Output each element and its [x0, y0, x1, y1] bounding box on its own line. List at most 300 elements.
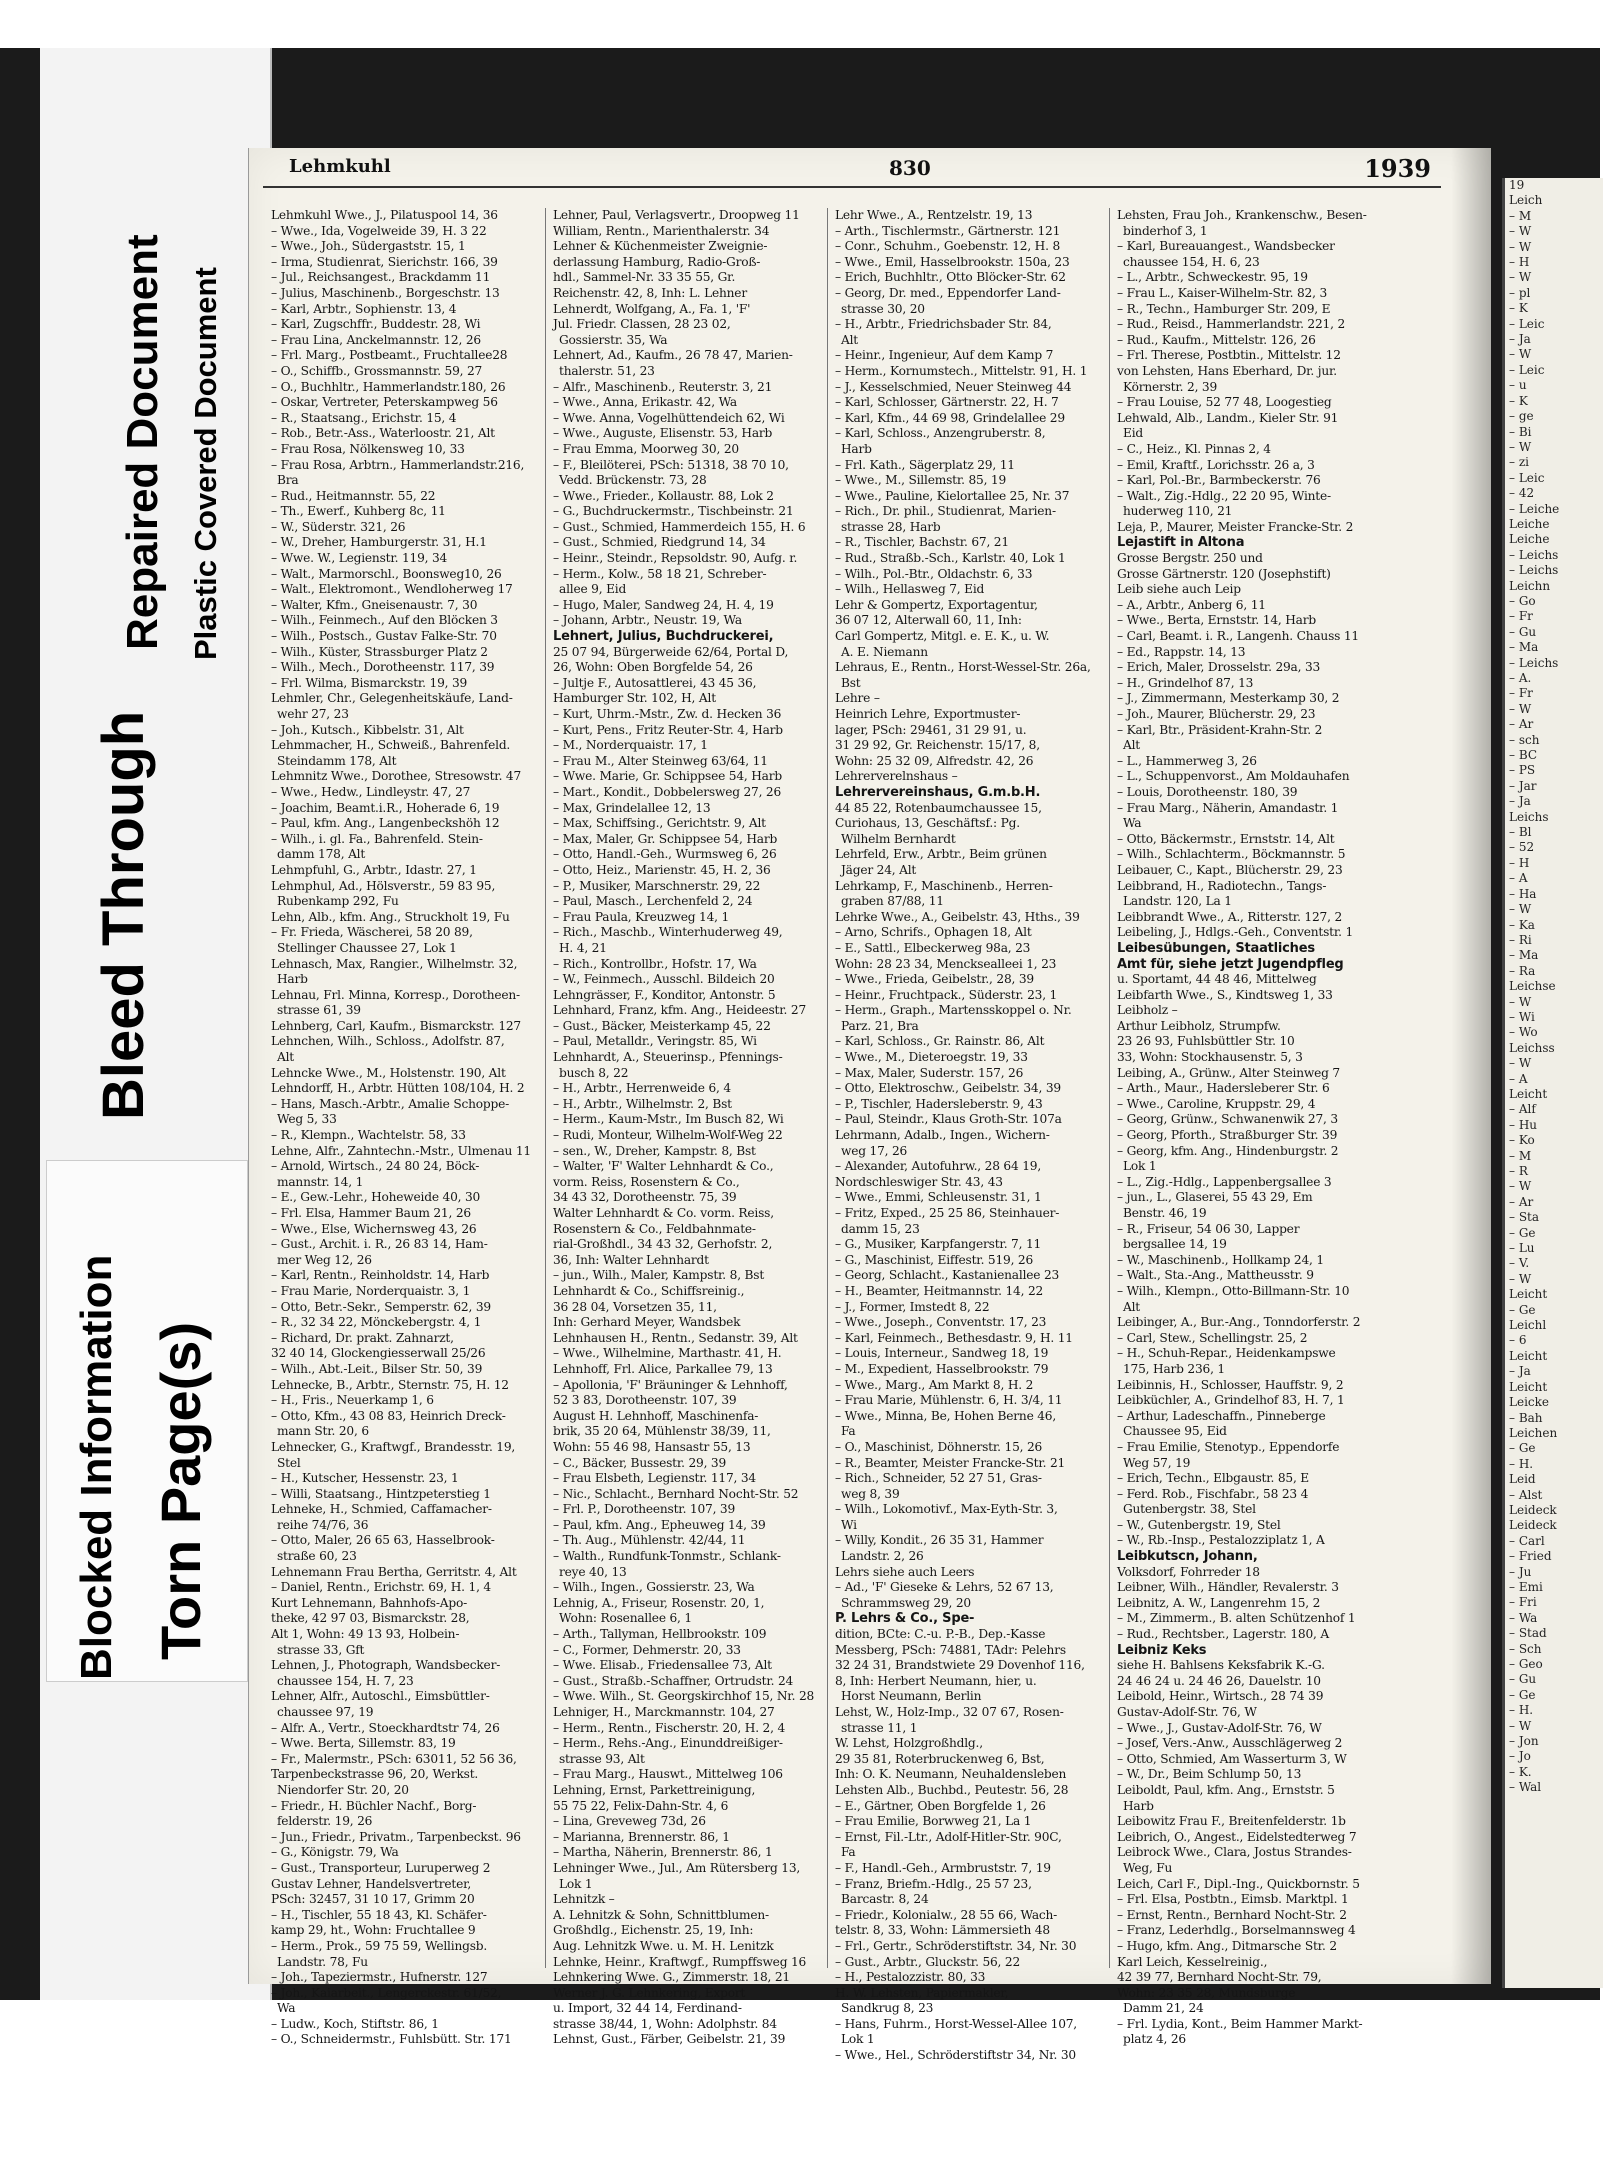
directory-entry: 23 26 93, Fuhlsbüttler Str. 10: [1117, 1034, 1295, 1049]
adjacent-page-fragment: – zi: [1509, 455, 1529, 470]
adjacent-page-fragment: – W: [1509, 1056, 1532, 1071]
directory-entry: Lehnhardt & Co., Schiffsreinig.,: [553, 1283, 745, 1298]
directory-entry: 8, Inh: Herbert Neumann, hier, u.: [835, 1673, 1037, 1688]
directory-entry: Lehninger Wwe., Jul., Am Rütersberg 13,: [553, 1860, 801, 1875]
adjacent-page-fragment: – W: [1509, 439, 1532, 454]
directory-entry: – Wilh., i. gl. Fa., Bahrenfeld. Stein-: [271, 831, 483, 846]
directory-entry: – Ed., Rappstr. 14, 13: [1117, 644, 1246, 659]
directory-entry: Leibküchler, A., Grindelhof 83, H. 7, 1: [1117, 1393, 1345, 1408]
directory-entry: – Rud., Straßb.-Sch., Karlstr. 40, Lok 1: [835, 551, 1066, 566]
directory-entry: – Wwe., Auguste, Elisenstr. 53, Harb: [553, 426, 773, 441]
directory-entry: – Walt., Elektromont., Wendloherweg 17: [271, 582, 513, 597]
directory-entry: Lehner, Paul, Verlagsvertr., Droopweg 11: [553, 208, 800, 222]
directory-entry: – Wwe. Elisab., Friedensallee 73, Alt: [553, 1658, 772, 1673]
directory-entry: Alt: [277, 1050, 294, 1065]
directory-entry: – Otto, Elektroschw., Geibelstr. 34, 39: [835, 1081, 1061, 1096]
directory-entry: Hamburger Str. 102, H, Alt: [553, 691, 716, 706]
directory-entry: Leibner, Wilh., Händler, Revalerstr. 3: [1117, 1580, 1339, 1595]
torn-pages-label: Torn Page(s): [149, 1321, 212, 1660]
adjacent-page-fragment: – pl: [1509, 285, 1531, 300]
adjacent-page-fragment: Leiche: [1509, 532, 1550, 547]
directory-entry: – Oskar, Vertreter, Peterskampweg 56: [271, 395, 498, 410]
directory-entry: strasse 61, 39: [277, 1003, 361, 1018]
directory-entry: – Walt., Sta.-Ang., Mattheusstr. 9: [1117, 1268, 1314, 1283]
directory-entry: – Wilh., Lokomotivf., Max-Eyth-Str. 3,: [835, 1502, 1058, 1517]
directory-entry: – H., Arbtr., Wilhelmstr. 2, Bst: [553, 1096, 732, 1111]
directory-entry: Harb: [277, 972, 308, 987]
directory-entry: – Franz, Lederhdlg., Borselmannsweg 4: [1117, 1923, 1356, 1938]
directory-entry: – Frl. Therese, Postbtin., Mittelstr. 12: [1117, 348, 1341, 363]
page-number: 830: [889, 156, 931, 180]
directory-entry: – Otto, Schmied, Am Wasserturm 3, W: [1117, 1751, 1347, 1766]
directory-entry: – jun., L., Glaserei, 55 43 29, Em: [1117, 1190, 1313, 1205]
column-divider: [827, 208, 828, 1968]
directory-entry: – Frau Marie, Mühlenstr. 6, H. 3/4, 11: [835, 1393, 1063, 1408]
directory-entry: – H., Pestalozzistr. 80, 33: [835, 1970, 986, 1985]
adjacent-page-fragment: – H: [1509, 855, 1530, 870]
directory-entry: – Jultje F., Autosattlerei, 43 45 36,: [553, 675, 757, 690]
adjacent-page-fragment: – 6: [1509, 1333, 1527, 1348]
directory-entry: P. Lehrs & Co., Spe-: [835, 1611, 975, 1627]
directory-entry: Wohn: 55 46 98, Hansastr 55, 13: [553, 1439, 751, 1454]
directory-entry: Wohn: 23 35 28, Mundsburge: [1117, 1985, 1296, 2000]
directory-entry: – J., Kesselschmied, Neuer Steinweg 44: [835, 379, 1072, 394]
directory-entry: – R., Techn., Hamburger Str. 209, E: [1117, 301, 1331, 316]
directory-entry: Lehmler, Chr., Gelegenheitskäufe, Land-: [271, 691, 513, 706]
directory-entry: – R., 32 34 22, Mönckebergstr. 4, 1: [271, 1315, 482, 1330]
directory-entry: – Herm., Kolw., 58 18 21, Schreber-: [553, 566, 767, 581]
directory-entry: – Frl., Gertr., Schröderstiftstr. 34, Nr. 30: [835, 1938, 1077, 1953]
directory-entry: Lehner, Alfr., Autoschl., Eimsbüttler-: [271, 1689, 490, 1704]
directory-entry: – Georg, kfm. Ang., Hindenburgstr. 2: [1117, 1143, 1339, 1158]
directory-entry: busch 8, 22: [559, 1065, 629, 1080]
directory-entry: strasse 93, Alt: [559, 1751, 645, 1766]
directory-entry: von Lehsten, Hans Eberhard, Dr. jur.: [1117, 363, 1337, 378]
directory-entry: Alt: [841, 332, 858, 347]
directory-entry: – Friedr., H. Büchler Nachf., Borg-: [271, 1798, 477, 1813]
adjacent-page-fragment: – V.: [1509, 1256, 1530, 1271]
directory-entry: Eid: [1123, 426, 1143, 441]
directory-entry: platz 4, 26: [1123, 2032, 1186, 2047]
directory-entry: graben 87/88, 11: [841, 894, 944, 909]
directory-entry: – Heinr., Steindr., Repsoldstr. 90, Aufg. r.: [553, 551, 798, 566]
directory-entry: Tarpenbeckstrasse 96, 20, Werkst.: [271, 1767, 479, 1782]
adjacent-page-fragment: Leicht: [1509, 1348, 1548, 1363]
directory-entry: August H. Lehnhoff, Maschinenfa-: [553, 1408, 759, 1423]
adjacent-page-fragment: – Bah: [1509, 1410, 1543, 1425]
directory-entry: – O., Buchhltr., Hammerlandstr.180, 26: [271, 379, 506, 394]
adjacent-page-fragment: – Alst: [1509, 1487, 1543, 1502]
directory-entry: – Paul, kfm. Ang., Epheuweg 14, 39: [553, 1517, 766, 1532]
directory-entry: – Wilh., Klempn., Otto-Billmann-Str. 10: [1117, 1283, 1350, 1298]
directory-entry: – Georg, Dr. med., Eppendorfer Land-: [835, 285, 1061, 300]
directory-entry: Lehning, Ernst, Parkettreinigung,: [553, 1782, 756, 1797]
directory-entry: 36 07 12, Alterwall 60, 11, Inh:: [835, 613, 1022, 628]
directory-entry: vorm. Reiss, Rosenstern & Co.,: [553, 1174, 740, 1189]
adjacent-page-fragment: – Leic: [1509, 316, 1545, 331]
directory-entry: Leibrock Wwe., Clara, Jostus Strandes-: [1117, 1845, 1352, 1860]
directory-entry: – L., Arbtr., Schweckestr. 95, 19: [1117, 270, 1308, 285]
directory-entry: 33, Wohn: Stockhausenstr. 5, 3: [1117, 1050, 1303, 1065]
directory-entry: Lehnecke, B., Arbtr., Sternstr. 75, H. 12: [271, 1377, 509, 1392]
directory-entry: – Wilh., Mech., Dorotheenstr. 117, 39: [271, 660, 495, 675]
directory-entry: Leibold, Heinr., Wirtsch., 28 74 39: [1117, 1689, 1324, 1704]
directory-entry: – Rob., Betr.-Ass., Waterloostr. 21, Alt: [271, 426, 495, 441]
directory-entry: Barcastr. 8, 24: [841, 1892, 929, 1907]
header-rule: [263, 186, 1441, 188]
directory-entry: – Frau Marg., Hauswt., Mittelweg 106: [553, 1767, 783, 1782]
directory-entry: Lehnberg, Carl, Kaufm., Bismarckstr. 127: [271, 1018, 521, 1033]
directory-entry: – Irma, Studienrat, Sierichstr. 166, 39: [271, 254, 498, 269]
directory-entry: – C., Bäcker, Bussestr. 29, 39: [553, 1455, 727, 1470]
directory-entry: Weg 5, 33: [277, 1112, 337, 1127]
directory-entry: Lehnasch, Max, Rangier., Wilhelmstr. 32,: [271, 956, 518, 971]
adjacent-page-fragment: – Wa: [1509, 1610, 1538, 1625]
directory-entry: – Fr., Malermstr., PSch: 63011, 52 56 36,: [271, 1751, 517, 1766]
directory-entry: – Hugo, Maler, Sandweg 24, H. 4, 19: [553, 597, 774, 612]
adjacent-page-fragment: – Ma: [1509, 640, 1539, 655]
adjacent-page-fragment: – Wi: [1509, 1009, 1535, 1024]
directory-entry: Lehrs siehe auch Leers: [835, 1564, 975, 1579]
adjacent-page-fragment: – W: [1509, 1179, 1532, 1194]
directory-entry: Reichenstr. 42, 8, Inh: L. Lehner: [553, 285, 747, 300]
adjacent-page-fragment: – A: [1509, 1071, 1528, 1086]
directory-entry: – Frau L., Kaiser-Wilhelm-Str. 82, 3: [1117, 285, 1328, 300]
directory-entry: Lejastift in Altona: [1117, 535, 1245, 551]
directory-entry: Landstr. 78, Fu: [277, 1954, 368, 1969]
directory-entry: reihe 74/76, 36: [277, 1517, 369, 1532]
directory-entry: – Arth., Tischlermstr., Gärtnerstr. 121: [835, 223, 1061, 238]
directory-entry: – Erich, Maler, Drosselstr. 29a, 33: [1117, 660, 1321, 675]
directory-entry: – Otto, Heiz., Marienstr. 45, H. 2, 36: [553, 862, 771, 877]
directory-entry: Lehnert, Julius, Buchdruckerei,: [553, 629, 774, 645]
directory-entry: – Wilh., Pol.-Btr., Oldachstr. 6, 33: [835, 566, 1033, 581]
directory-entry: Lehne, Alfr., Zahntechn.-Mstr., Ulmenau 11: [271, 1143, 531, 1158]
directory-entry: – Gust., Straßb.-Schaffner, Ortrudstr. 24: [553, 1673, 794, 1688]
directory-entry: Alt: [1123, 738, 1140, 753]
adjacent-page-fragment: – K: [1509, 301, 1528, 316]
directory-entry: rial-Großhdl., 34 43 32, Gerhofstr. 2,: [553, 1237, 773, 1252]
adjacent-page-fragment: – Ge: [1509, 1687, 1536, 1702]
directory-entry: Messberg, PSch: 74881, TAdr: Pelehrs: [835, 1642, 1066, 1657]
directory-entry: Heinrich Lehre, Exportmuster-: [835, 707, 1021, 721]
directory-entry: Rosenstern & Co., Feldbahnmate-: [553, 1221, 756, 1236]
directory-entry: Bst: [841, 675, 861, 690]
directory-entry: Lehr Wwe., A., Rentzelstr. 19, 13: [835, 208, 1033, 222]
directory-entry: – Lina, Greveweg 73d, 26: [553, 1814, 706, 1829]
adjacent-page-fragment: – Ar: [1509, 1194, 1534, 1209]
directory-entry: H. 4, 21: [559, 940, 607, 955]
directory-entry: – M., Expedient, Hasselbrookstr. 79: [835, 1361, 1049, 1376]
directory-entry: Landstr. 120, La 1: [1123, 894, 1232, 909]
directory-entry: – Gust., Arbtr., Gluckstr. 56, 22: [835, 1954, 1021, 1969]
directory-entry: Lehmnitz Wwe., Dorothee, Stresowstr. 47: [271, 769, 522, 784]
directory-entry: – L., Schuppenvorst., Am Moldauhafen: [1117, 769, 1350, 784]
directory-entry: damm 15, 23: [841, 1221, 920, 1236]
directory-entry: – Karl, Zugschffr., Buddestr. 28, Wi: [271, 317, 481, 332]
adjacent-page-fragment: – Alf: [1509, 1102, 1536, 1117]
directory-entry: Leibfarth Wwe., S., Kindtsweg 1, 33: [1117, 987, 1333, 1002]
directory-entry: – Apollonia, 'F' Bräuninger & Lehnhoff,: [553, 1377, 788, 1392]
directory-entry: strasse 33, Gft: [277, 1642, 365, 1657]
directory-entry: Lehnchen, Wilh., Schloss., Adolfstr. 87,: [271, 1034, 505, 1049]
directory-entry: chaussee 97, 19: [277, 1705, 374, 1719]
directory-entry: – Richard, Dr. prakt. Zahnarzt,: [271, 1330, 454, 1345]
directory-entry: 25 07 94, Bürgerweide 62/64, Portal D,: [553, 644, 789, 659]
directory-entry: – Jul., Reichsangest., Brackdamm 11: [271, 270, 491, 285]
directory-entry: – Wilh., Ingen., Gossierstr. 23, Wa: [553, 1580, 755, 1595]
adjacent-page-fragment: – W: [1509, 1718, 1532, 1733]
directory-entry: Lehner & Küchenmeister Zweignie-: [553, 239, 768, 254]
adjacent-page-fragment: Leichss: [1509, 1040, 1555, 1055]
directory-entry: Leibowitz Frau F., Breitenfelderstr. 1b: [1117, 1814, 1346, 1829]
directory-entry: – Frau Paula, Kreuzweg 14, 1: [553, 909, 730, 924]
adjacent-page-fragment: Leideck: [1509, 1518, 1557, 1533]
directory-entry: 36, Inh: Walter Lehnhardt: [553, 1252, 709, 1267]
directory-entry: Wa: [1123, 816, 1142, 831]
directory-entry: – Wwe. Anna, Vogelhüttendeich 62, Wi: [553, 410, 785, 425]
directory-entry: – P., Musiker, Marschnerstr. 29, 22: [553, 878, 761, 893]
directory-entry: Harb: [1123, 1798, 1154, 1813]
directory-entry: – Ludw., Koch, Stiftstr. 86, 1: [271, 2016, 439, 2031]
directory-entry: Sandkrug 8, 23: [841, 2001, 934, 2016]
page-gutter-shadow: [1451, 148, 1491, 1984]
directory-entry: – Rich., Maschb., Winterhuderweg 49,: [553, 925, 783, 940]
directory-entry: Alt 1, Wohn: 49 13 93, Holbein-: [271, 1627, 460, 1642]
directory-entry: strasse 28, Harb: [841, 519, 941, 534]
directory-entry: – Karl, Schloss., Anzengruberstr. 8,: [835, 426, 1046, 441]
directory-entry: Weg, Fu: [1123, 1860, 1173, 1875]
adjacent-page-fragment: – W: [1509, 1271, 1532, 1286]
directory-entry: – Georg, Pforth., Straßburger Str. 39: [1117, 1128, 1338, 1143]
adjacent-page-edge: [1502, 178, 1603, 1988]
directory-entry: – Alfr. A., Vertr., Stoeckhardtstr 74, 26: [271, 1720, 500, 1735]
adjacent-page-fragment: Leiche: [1509, 516, 1550, 531]
adjacent-page-fragment: – Go: [1509, 593, 1536, 608]
directory-entry: Aug. Lehnitzk Wwe. u. M. H. Lenitzk: [553, 1938, 774, 1953]
directory-entry: Leibbrand, H., Radiotechn., Tangs-: [1117, 878, 1327, 893]
directory-entry: Chaussee 95, Eid: [1123, 1424, 1227, 1439]
directory-entry: – Herm., Rentn., Fischerstr. 20, H. 2, 4: [553, 1720, 786, 1735]
directory-entry: 29 35 81, Roterbruckenweg 6, Bst,: [835, 1751, 1045, 1766]
adjacent-page-fragment: – Ge: [1509, 1225, 1536, 1240]
directory-entry: Lehnert, Ad., Kaufm., 26 78 47, Marien-: [553, 348, 793, 363]
adjacent-page-fragment: – Sta: [1509, 1210, 1540, 1225]
directory-column-2: [553, 208, 815, 2047]
adjacent-page-fragment: – BC: [1509, 748, 1538, 763]
directory-entry: A. Lehnitzk & Sohn, Schnittblumen-: [553, 1907, 769, 1922]
directory-entry: – Max, Maler, Gr. Schippsee 54, Harb: [553, 831, 778, 846]
directory-entry: Steindamm 178, Alt: [277, 753, 397, 768]
directory-entry: 52 3 83, Dorotheenstr. 107, 39: [553, 1393, 737, 1408]
directory-entry: – G., Musiker, Karpfangerstr. 7, 11: [835, 1237, 1042, 1252]
directory-entry: Horst Neumann, Berlin: [841, 1689, 982, 1704]
adjacent-page-fragment: – A: [1509, 871, 1528, 886]
directory-entry: Lehnen, J., Photograph, Wandsbecker-: [271, 1658, 501, 1673]
directory-entry: – G., Buchdruckermstr., Tischbeinstr. 21: [553, 504, 794, 519]
directory-entry: – Joh., Maurer, Blücherstr. 29, 23: [1117, 707, 1316, 721]
directory-entry: – H., Arbtr., Friedrichsbader Str. 84,: [835, 317, 1052, 332]
adjacent-page-fragment: – Jo: [1509, 1749, 1531, 1764]
directory-entry: – Wwe., Hedw., Lindleystr. 47, 27: [271, 784, 471, 799]
directory-entry: – Rud., Heitmannstr. 55, 22: [271, 488, 436, 503]
adjacent-page-fragment: – Leichs: [1509, 547, 1559, 562]
directory-entry: – Georg, Schlacht., Kastanienallee 23: [835, 1268, 1060, 1283]
directory-entry: – Marianna, Brennerstr. 86, 1: [553, 1829, 730, 1844]
directory-entry: Lehrkamp, F., Maschinenb., Herren-: [835, 878, 1053, 893]
column-divider: [545, 208, 546, 1968]
adjacent-page-fragment: – R: [1509, 1164, 1528, 1178]
directory-entry: reye 40, 13: [559, 1564, 627, 1579]
directory-entry: – Herm., Kornumstech., Mittelstr. 91, H. 1: [835, 363, 1088, 378]
directory-entry: – Karl, Arbtr., Sophienstr. 13, 4: [271, 301, 457, 316]
directory-entry: – F., Bleilöterei, PSch: 51318, 38 70 10,: [553, 457, 789, 472]
directory-entry: – Karl, Bureauangest., Wandsbecker: [1117, 239, 1335, 254]
directory-entry: – H., Fris., Neuerkamp 1, 6: [271, 1393, 434, 1408]
adjacent-page-fragment: – Leic: [1509, 470, 1545, 485]
directory-entry: Walter Lehnhardt & Co. vorm. Reiss,: [553, 1206, 774, 1220]
directory-entry: Inh: Gerhard Meyer, Wandsbek: [553, 1315, 741, 1330]
directory-entry: – Johann, Arbtr., Neustr. 19, Wa: [553, 613, 742, 628]
adjacent-page-fragment: 19: [1509, 178, 1525, 192]
directory-entry: Grosse Gärtnerstr. 120 (Josephstift): [1117, 566, 1331, 581]
directory-entry: – Kurt, Pens., Fritz Reuter-Str. 4, Harb: [553, 722, 783, 737]
directory-entry: siehe H. Bahlsens Keksfabrik K.-G.: [1117, 1658, 1325, 1673]
directory-entry: – sen., W., Dreher, Kampstr. 8, Bst: [553, 1143, 756, 1158]
directory-entry: chaussee 154, H. 6, 23: [1123, 254, 1260, 269]
directory-entry: – Gust., Archit. i. R., 26 83 14, Ham-: [271, 1237, 488, 1252]
directory-entry: – Rudi, Monteur, Wilhelm-Wolf-Weg 22: [553, 1128, 783, 1143]
directory-entry: Lehrmann, Adalb., Ingen., Wichern-: [835, 1128, 1050, 1143]
adjacent-page-fragment: – Carl: [1509, 1533, 1545, 1548]
adjacent-page-fragment: – 52: [1509, 840, 1535, 855]
directory-entry: – A., Arbtr., Anberg 6, 11: [1117, 597, 1266, 612]
directory-entry: – Frau M., Alter Steinweg 63/64, 11: [553, 753, 768, 768]
adjacent-page-fragment: – Ge: [1509, 1302, 1536, 1317]
directory-entry: Leibesübungen, Staatliches: [1117, 940, 1315, 956]
directory-entry: Lehmphul, Ad., Hölsverstr., 59 83 95,: [271, 878, 496, 893]
directory-entry: – Frau Louise, 52 77 48, Loogestieg: [1117, 395, 1332, 410]
directory-entry: – Heinr., Fruchtpack., Süderstr. 23, 1: [835, 987, 1058, 1002]
directory-entry: – Th. Aug., Mühlenstr. 42/44, 11: [553, 1533, 746, 1548]
directory-entry: Landstr. 2, 26: [841, 1549, 924, 1564]
directory-entry: – J., Zimmermann, Mesterkamp 30, 2: [1117, 691, 1340, 706]
directory-entry: – Willi, Staatsang., Hintzpeterstieg 1: [271, 1486, 491, 1501]
directory-entry: – Arthur, Ladeschaffn., Pinneberge: [1117, 1408, 1326, 1423]
directory-entry: wehr 27, 23: [277, 707, 349, 721]
directory-entry: – jun., Wilh., Maler, Kampstr. 8, Bst: [553, 1268, 765, 1283]
directory-entry: Stel: [277, 1455, 301, 1470]
adjacent-page-fragment: – W: [1509, 270, 1532, 285]
directory-entry: – R., Friseur, 54 06 30, Lapper: [1117, 1221, 1300, 1236]
directory-entry: – H., Arbtr., Herrenweide 6, 4: [553, 1081, 731, 1096]
directory-entry: – L., Zig.-Hdlg., Lappenbergsallee 3: [1117, 1174, 1332, 1189]
directory-entry: Gustav-Adolf-Str. 76, W: [1117, 1705, 1257, 1719]
adjacent-page-fragment: – Lu: [1509, 1241, 1535, 1256]
directory-entry: – Karl, Schloss., Gr. Rainstr. 86, Alt: [835, 1034, 1045, 1049]
directory-entry: – Joh., Tapeziermstr., Hufnerstr. 127: [271, 1970, 488, 1985]
directory-entry: Niendorfer Str. 20, 20: [277, 1782, 409, 1797]
adjacent-page-fragment: – Fried: [1509, 1549, 1552, 1564]
directory-entry: A. E. Niemann: [841, 644, 928, 659]
directory-entry: dition, BCte: C.-u. P.-B., Dep.-Kasse: [835, 1627, 1046, 1642]
directory-entry: Jäger 24, Alt: [841, 862, 917, 877]
directory-entry: – Frau Rosa, Nölkensweg 10, 33: [271, 441, 465, 456]
directory-entry: – Joh., Kutsch., Kibbelstr. 31, Alt: [271, 722, 464, 737]
adjacent-page-fragment: – Leiche: [1509, 501, 1560, 516]
directory-entry: Leibinger, A., Bur.-Ang., Tonndorferstr. 2: [1117, 1315, 1361, 1330]
directory-entry: 32 24 31, Brandstwiete 29 Dovenhof 116,: [835, 1658, 1085, 1673]
directory-entry: – Arth., Tallyman, Hellbrookstr. 109: [553, 1627, 767, 1642]
directory-entry: Gustav Lehner, Handelsvertreter,: [271, 1876, 472, 1891]
directory-entry: Lehnau, Frl. Minna, Korresp., Dorotheen-: [271, 987, 520, 1002]
directory-entry: – Gust., Schmied, Hammerdeich 155, H. 6: [553, 519, 806, 534]
directory-entry: – Wwe., Marg., Am Markt 8, H. 2: [835, 1377, 1034, 1392]
bleed-through-label: Bleed Through: [91, 710, 156, 1120]
directory-entry: – Heinr., Ingenieur, Auf dem Kamp 7: [835, 348, 1054, 363]
directory-entry: – H., Tischler, 55 18 43, Kl. Schäfer-: [271, 1907, 487, 1922]
directory-entry: – G., Maschinist, Eiffestr. 519, 26: [835, 1252, 1034, 1267]
adjacent-page-fragment: Leichs: [1509, 809, 1549, 824]
directory-entry: – Fr. Frieda, Wäscherei, 58 20 89,: [271, 925, 473, 940]
directory-entry: kamp 29, ht., Wohn: Fruchtallee 9: [271, 1923, 476, 1938]
directory-entry: u. Sportamt, 44 48 46, Mittelweg: [1117, 972, 1317, 987]
directory-entry: Leibeling, J., Hdlgs.-Geh., Conventstr. 1: [1117, 925, 1354, 940]
directory-column-4: [1117, 208, 1379, 2047]
directory-entry: – H., Beamter, Heitmannstr. 14, 22: [835, 1283, 1044, 1298]
directory-entry: Leibholz –: [1117, 1003, 1178, 1018]
directory-entry: Leib siehe auch Leip: [1117, 582, 1241, 597]
directory-entry: Lehn, Alb., kfm. Ang., Struckholt 19, Fu: [271, 909, 510, 924]
adjacent-page-fragment: – W: [1509, 347, 1532, 362]
adjacent-page-fragment: – Ge: [1509, 1441, 1536, 1456]
directory-entry: – M., Norderquaistr. 17, 1: [553, 738, 708, 753]
adjacent-page-fragment: – K.: [1509, 1764, 1532, 1779]
directory-entry: – Frau Rosa, Arbtrn., Hammerlandstr.216,: [271, 457, 525, 472]
directory-entry: – R., Klempn., Wachtelstr. 58, 33: [271, 1128, 466, 1143]
directory-entry: 44 85 22, Rotenbaumchaussee 15,: [835, 800, 1042, 815]
adjacent-page-fragment: Leichse: [1509, 979, 1556, 994]
directory-entry: Lehncke Wwe., M., Holstenstr. 190, Alt: [271, 1065, 506, 1080]
adjacent-page-fragment: – Sch: [1509, 1641, 1542, 1656]
directory-entry: – P., Tischler, Hadersleberstr. 9, 43: [835, 1096, 1043, 1111]
adjacent-page-fragment: – W: [1509, 902, 1532, 917]
directory-entry: Benstr. 46, 19: [1123, 1206, 1207, 1220]
adjacent-page-fragment: Leichl: [1509, 1318, 1547, 1333]
directory-entry: Grosse Bergstr. 250 und: [1117, 551, 1263, 566]
directory-entry: strasse 38/44, 1, Wohn: Adolphstr. 84: [553, 2016, 777, 2031]
directory-entry: – C., Heiz., Kl. Pinnas 2, 4: [1117, 441, 1271, 456]
directory-entry: – Wwe., Anna, Erikastr. 42, Wa: [553, 395, 737, 410]
directory-entry: – E., Gew.-Lehr., Hoheweide 40, 30: [271, 1190, 481, 1205]
directory-entry: – Joh., Kaiarbeit., Lengerckestr. 61/52,: [271, 1985, 502, 2000]
directory-entry: – Wwe., M., Dieteroegstr. 19, 33: [835, 1050, 1028, 1065]
directory-entry: – L., Hammerweg 3, 26: [1117, 753, 1257, 768]
repaired-document-label: Repaired Document: [118, 234, 167, 650]
directory-entry: – Arth., Maur., Hadersleberer Str. 6: [1117, 1081, 1330, 1096]
directory-entry: – Wilh., Hellasweg 7, Eid: [835, 582, 985, 597]
directory-entry: – O., Schiffb., Grossmannstr. 59, 27: [271, 363, 483, 378]
directory-entry: – F., Handl.-Geh., Armbruststr. 7, 19: [835, 1860, 1051, 1875]
directory-entry: Leibing, A., Grünw., Alter Steinweg 7: [1117, 1065, 1340, 1080]
directory-entry: – R., Beamter, Meister Francke-Str. 21: [835, 1455, 1066, 1470]
directory-entry: strasse 11, 1: [841, 1720, 918, 1735]
directory-entry: – Erich, Techn., Elbgaustr. 85, E: [1117, 1471, 1310, 1486]
directory-entry: – Wwe., Wilhelmine, Marthastr. 41, H.: [553, 1346, 782, 1361]
directory-entry: Wilhelm Bernhardt: [841, 831, 956, 846]
directory-entry: chaussee 154, H. 7, 23: [277, 1673, 414, 1688]
directory-entry: Lehmmacher, H., Schweiß., Bahrenfeld.: [271, 738, 511, 753]
